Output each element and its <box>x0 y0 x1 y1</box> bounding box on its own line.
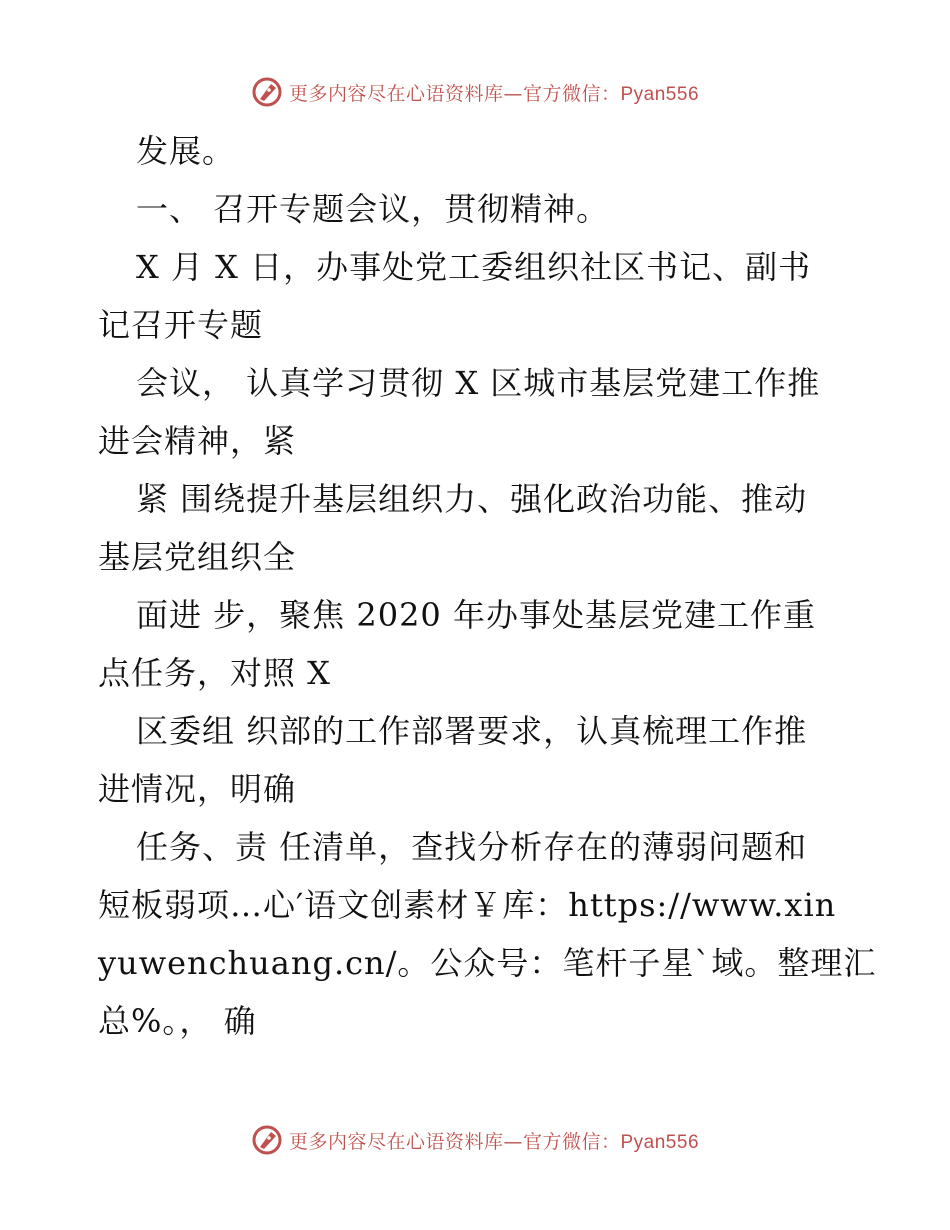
text-line: 点任务，对照 X <box>98 654 331 692</box>
pen-nib-logo-icon <box>251 1124 283 1156</box>
text-line: 进情况，明确 <box>98 770 297 808</box>
text-line: 发展。 <box>136 132 236 170</box>
watermark-text: 更多内容尽在心语资料库—官方微信：Pyan556 <box>288 82 700 105</box>
text-line: X 月 X 日，办事处党工委组织社区书记、副书 <box>136 248 812 286</box>
text-line: 进会精神，紧 <box>98 422 297 460</box>
text-line: 区委组 织部的工作部署要求，认真梳理工作推 <box>136 712 808 750</box>
text-line: yuwenchuang.cn/。公众号：笔杆子星`域。整理汇 <box>98 944 877 982</box>
text-line: 短板弱项…心′语文创素材￥库：https://www.xin <box>98 886 837 924</box>
section-heading: 一、 召开专题会议，贯彻精神。 <box>136 190 610 228</box>
pen-nib-logo-icon <box>251 76 283 108</box>
document-body <box>98 122 877 1050</box>
watermark-wechat-id: Pyan556 <box>620 83 700 105</box>
watermark-wechat-id: Pyan556 <box>620 1131 700 1153</box>
footer-watermark <box>0 1120 950 1160</box>
text-line: 面进 步，聚焦 2020 年办事处基层党建工作重 <box>136 596 816 634</box>
text-line: 任务、责 任清单，查找分析存在的薄弱问题和 <box>136 828 808 866</box>
header-watermark <box>0 72 950 112</box>
text-line: 紧 围绕提升基层组织力、强化政治功能、推动 <box>136 480 808 518</box>
text-line: 基层党组织全 <box>98 538 297 576</box>
text-line: 记召开专题 <box>98 306 264 344</box>
text-line: 总%。， 确 <box>98 1002 257 1040</box>
watermark-text: 更多内容尽在心语资料库—官方微信：Pyan556 <box>288 1130 700 1153</box>
text-line: 会议， 认真学习贯彻 X 区城市基层党建工作推 <box>136 364 821 402</box>
